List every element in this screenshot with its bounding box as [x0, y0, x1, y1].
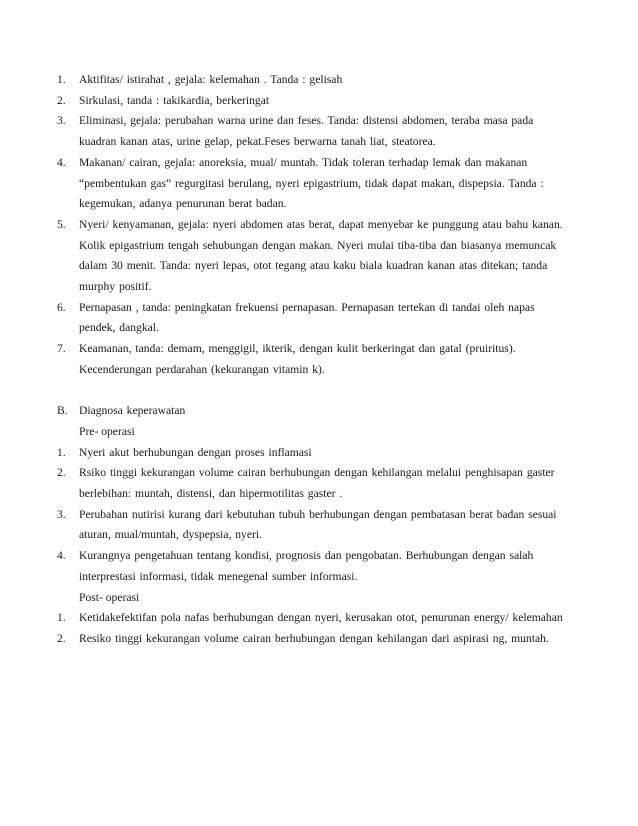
list-number: 4.: [57, 155, 66, 169]
list-text: Ketidakefektifan pola nafas berhubungan dengan nyeri, kerusakan otot, penurunan energy/ kelemahan: [79, 611, 563, 625]
list-text: Kurangnya pengetahuan tentang kondisi, prognosis dan pengobatan. Berhubungan dengan salah interprestasi informasi, tidak menegenal sumber informasi.: [79, 549, 534, 583]
list-item: [57, 215, 567, 298]
list-item: [57, 546, 567, 587]
list-number: 1.: [57, 445, 66, 459]
section-title: Diagnosa keperawatan: [79, 404, 186, 418]
list-item: [57, 443, 567, 464]
list-text: Perubahan nutirisi kurang dari kebutuhan tubuh berhubungan dengan pembatasan berat badan sesuai aturan, mual/muntah, dyspepsia, nyeri.: [79, 507, 557, 542]
list-item: [57, 153, 567, 215]
list-number: 4.: [57, 549, 66, 563]
list-item: [57, 70, 567, 91]
list-item: [57, 463, 567, 504]
list-number: 6.: [57, 300, 66, 314]
list-number: 5.: [57, 217, 66, 231]
list-number: 1.: [57, 73, 66, 86]
list-text: Keamanan, tanda: demam, menggigil, ikterik, dengan kulit berkeringat dan gatal (pruiritus). Kecenderungan perdarahan (kekurangan vitamin k).: [79, 342, 516, 376]
pre-op-subheading: Pre- operasi: [79, 424, 135, 438]
list-text: Aktifitas/ istirahat , gejala: kelemahan . Tanda : gelisah: [79, 73, 343, 86]
list-text: Nyeri akut berhubungan dengan proses inflamasi: [79, 445, 312, 459]
post-op-list: [57, 608, 567, 649]
list-item: [57, 339, 567, 380]
list-item: [57, 629, 567, 650]
list-text: Nyeri/ kenyamanan, gejala: nyeri abdomen atas berat, dapat menyebar ke punggung atau bahu kanan. Kolik epigastrium tengah sehubungan dengan makan. Nyeri mulai tiba-tiba dan biasanya memuncak dalam 30 menit. Tanda: nyeri lepas, otot tegang atau kaku biala kuadran kanan atas ditekan; tanda murphy positif.: [79, 217, 563, 294]
list-number: 2.: [57, 466, 66, 480]
list-text: Resiko tinggi kekurangan volume cairan berhubungan dengan kehilangan dari aspirasi ng, muntah.: [79, 631, 549, 645]
list-item: [57, 505, 567, 546]
list-number: 7.: [57, 342, 66, 356]
section-label: B.: [57, 404, 68, 418]
pre-op-list: [57, 443, 567, 588]
list-text: Eliminasi, gejala: perubahan warna urine dan feses. Tanda: distensi abdomen, teraba masa pada kuadran kanan atas, urine gelap, pekat.Feses berwarna tanah liat, steatorea.: [79, 114, 534, 149]
document-content: [57, 70, 567, 650]
post-op-subheading: Post- operasi: [79, 590, 140, 604]
list-number: 3.: [57, 507, 66, 521]
list-item: [57, 608, 567, 629]
list-item: [57, 91, 567, 112]
list-text: Makanan/ cairan, gejala: anoreksia, mual/ muntah. Tidak toleran terhadap lemak dan makanan “pembentukan gas” regurgitasi berulang, nyeri epigastrium, tidak dapat makan, dispepsia. Tanda : kegemukan, adanya penurunan berat badan.: [79, 155, 544, 211]
list-text: Rsiko tinggi kekurangan volume cairan berhubungan dengan kehilangan melalui penghisapan gaster berlebihan: muntah, distensi, dan hipermotilitas gaster .: [79, 466, 555, 501]
list-text: Sirkulasi, tanda : takikardia, berkeringat: [79, 93, 270, 107]
list-item: [57, 298, 567, 339]
list-item: [57, 111, 567, 152]
list-number: 2.: [57, 93, 66, 107]
diagnosis-heading: [57, 401, 567, 422]
assessment-list: [57, 70, 567, 381]
list-number: 1.: [57, 611, 66, 625]
list-number: 2.: [57, 631, 66, 645]
list-text: Pernapasan , tanda: peningkatan frekuensi pernapasan. Pernapasan tertekan di tandai oleh napas pendek, dangkal.: [79, 300, 535, 335]
list-number: 3.: [57, 114, 66, 128]
